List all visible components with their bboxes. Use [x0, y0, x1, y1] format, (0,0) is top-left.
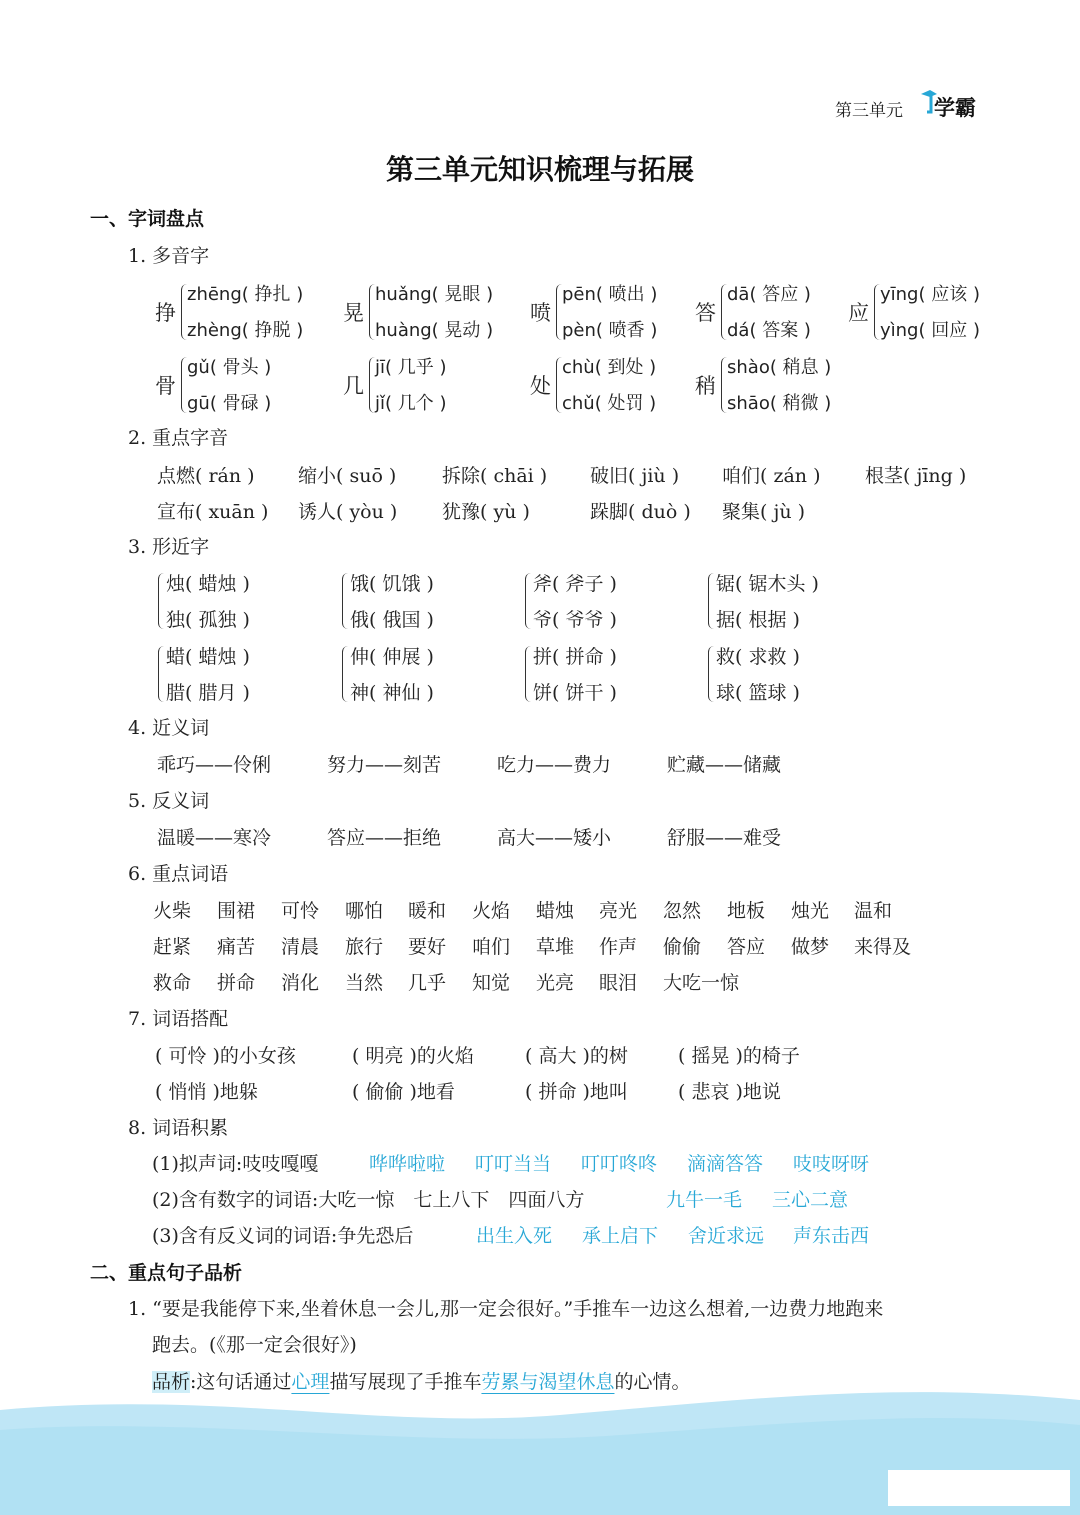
pronunciation-item: 犹豫( yù ) [442, 501, 530, 523]
key-word: 哪怕 [345, 900, 384, 922]
similar-char-b: 腊( 腊月 ) [166, 682, 250, 704]
sub-heading-pronunciation: 2. 重点字音 [128, 427, 229, 449]
polyphone-reading-b: pèn( 喷香 ) [562, 320, 658, 341]
sentence-line-1: 1. “要是我能停下来,坐着休息一会儿,那一定会很好。”手推车一边这么想着,一边费力地跑来 [128, 1298, 884, 1320]
unit-label: 第三单元 [835, 101, 903, 121]
key-word: 烛光 [791, 900, 830, 922]
similar-char-b: 神( 神仙 ) [350, 682, 434, 704]
brace-icon [708, 573, 715, 629]
key-word: 大吃一惊 [663, 972, 740, 994]
key-word: 温和 [854, 900, 893, 922]
brace-icon [158, 646, 165, 702]
accumulation-prefix: (3)含有反义词的词语:争先恐后 [152, 1225, 414, 1247]
synonym-pair: 努力——刻苦 [327, 754, 442, 776]
similar-char-a: 拼( 拼命 ) [533, 646, 617, 668]
similar-char-a: 饿( 饥饿 ) [350, 573, 434, 595]
brace-icon [708, 646, 715, 702]
polyphone-reading-b: chǔ( 处罚 ) [562, 393, 657, 414]
synonym-pair: 贮藏——储藏 [667, 754, 782, 776]
collocation-item: ( 可怜 )的小女孩 [155, 1045, 296, 1067]
corner-blank-box [888, 1470, 1070, 1506]
similar-char-b: 饼( 饼干 ) [533, 682, 617, 704]
brace-icon [342, 646, 349, 702]
key-word: 蜡烛 [536, 900, 575, 922]
sub-heading-accumulation: 8. 词语积累 [128, 1117, 229, 1139]
sub-heading-polyphone: 1. 多音字 [128, 245, 210, 267]
accumulation-answer: 叮叮当当 [475, 1153, 552, 1175]
key-word: 火柴 [153, 900, 192, 922]
antonym-pair: 答应——拒绝 [327, 827, 442, 849]
accumulation-answer: 九牛一毛 [666, 1189, 743, 1211]
logo-text: 学霸 [934, 96, 976, 120]
analysis-text-1: :这句话通过 [190, 1371, 292, 1393]
key-word: 草堆 [536, 936, 575, 958]
antonym-pair: 温暖——寒冷 [157, 827, 272, 849]
polyphone-reading-b: dá( 答案 ) [727, 320, 811, 341]
sub-heading-synonyms: 4. 近义词 [128, 717, 210, 739]
sub-heading-antonyms: 5. 反义词 [128, 790, 210, 812]
accumulation-prefix: (1)拟声词:吱吱嘎嘎 [152, 1153, 319, 1175]
polyphone-reading-a: pēn( 喷出 ) [562, 284, 658, 305]
pronunciation-item: 诱人( yòu ) [298, 501, 398, 523]
analysis-answer-1: 心理 [291, 1371, 330, 1393]
key-word: 光亮 [536, 972, 575, 994]
polyphone-reading-b: shāo( 稍微 ) [727, 393, 832, 414]
synonym-pair: 吃力——费力 [497, 754, 612, 776]
polyphone-char: 喷 [530, 301, 551, 325]
collocation-item: ( 悲哀 )地说 [678, 1081, 781, 1103]
pronunciation-item: 宣布( xuān ) [157, 501, 269, 523]
polyphone-char: 晃 [343, 301, 364, 325]
similar-char-a: 蜡( 蜡烛 ) [166, 646, 250, 668]
polyphone-reading-b: zhèng( 挣脱 ) [187, 320, 304, 341]
polyphone-reading-b: yìng( 回应 ) [880, 320, 980, 341]
key-word: 救命 [153, 972, 192, 994]
polyphone-char: 处 [530, 374, 551, 398]
key-word: 痛苦 [217, 936, 256, 958]
accumulation-answer: 声东击西 [793, 1225, 870, 1247]
pronunciation-item: 咱们( zán ) [722, 465, 821, 487]
accumulation-answer: 出生入死 [476, 1225, 553, 1247]
key-word: 赶紧 [153, 936, 192, 958]
key-word: 清晨 [281, 936, 320, 958]
similar-char-b: 爷( 爷爷 ) [533, 609, 617, 631]
polyphone-reading-b: jǐ( 几个 ) [375, 393, 447, 414]
polyphone-reading-a: yīng( 应该 ) [880, 284, 980, 305]
collocation-item: ( 摇晃 )的椅子 [678, 1045, 800, 1067]
polyphone-reading-b: gū( 骨碌 ) [187, 393, 272, 414]
key-word: 作声 [599, 936, 638, 958]
collocation-item: ( 明亮 )的火焰 [352, 1045, 474, 1067]
key-word: 当然 [345, 972, 384, 994]
polyphone-reading-a: gǔ( 骨头 ) [187, 357, 272, 378]
analysis-label: 品析 [152, 1371, 191, 1393]
sentence-line-2: 跑去。(《那一定会很好》) [152, 1334, 357, 1356]
key-word: 答应 [727, 936, 766, 958]
polyphone-char: 骨 [155, 374, 176, 398]
polyphone-reading-a: chù( 到处 ) [562, 357, 657, 378]
key-word: 可怜 [281, 900, 320, 922]
polyphone-reading-b: huàng( 晃动 ) [375, 320, 494, 341]
pronunciation-item: 破旧( jiù ) [590, 465, 680, 487]
page-title: 第三单元知识梳理与拓展 [385, 153, 694, 186]
collocation-item: ( 悄悄 )地躲 [155, 1081, 258, 1103]
analysis-text-3: 的心情。 [614, 1371, 691, 1393]
analysis-text-2: 描写展现了手推车 [329, 1371, 482, 1393]
accumulation-answer: 吱吱呀呀 [793, 1153, 870, 1175]
polyphone-reading-a: dā( 答应 ) [727, 284, 811, 305]
key-word: 知觉 [472, 972, 511, 994]
sub-heading-similar-chars: 3. 形近字 [128, 536, 210, 558]
analysis-answer-2: 劳累与渴望休息 [481, 1371, 615, 1393]
polyphone-char: 答 [695, 301, 716, 325]
similar-char-b: 球( 篮球 ) [716, 682, 800, 704]
polyphone-reading-a: huǎng( 晃眼 ) [375, 284, 494, 305]
accumulation-answer: 三心二意 [772, 1189, 849, 1211]
accumulation-prefix: (2)含有数字的词语:大吃一惊 七上八下 四面八方 [152, 1189, 585, 1211]
key-word: 来得及 [854, 936, 912, 958]
similar-char-a: 锯( 锯木头 ) [716, 573, 819, 595]
section-heading-2: 二、重点句子品析 [90, 1262, 243, 1284]
brace-icon [525, 573, 532, 629]
antonym-pair: 高大——矮小 [497, 827, 612, 849]
key-word: 咱们 [472, 936, 511, 958]
polyphone-reading-a: zhēng( 挣扎 ) [187, 284, 304, 305]
accumulation-answer: 叮叮咚咚 [581, 1153, 658, 1175]
key-word: 消化 [281, 972, 320, 994]
key-word: 围裙 [217, 900, 256, 922]
polyphone-char: 稍 [695, 374, 716, 398]
key-word: 忽然 [663, 900, 702, 922]
key-word: 几乎 [408, 972, 447, 994]
key-word: 暖和 [408, 900, 447, 922]
accumulation-answer: 承上启下 [582, 1225, 659, 1247]
collocation-item: ( 高大 )的树 [525, 1045, 628, 1067]
similar-char-a: 烛( 蜡烛 ) [166, 573, 250, 595]
sub-heading-key-words: 6. 重点词语 [128, 863, 229, 885]
similar-char-a: 伸( 伸展 ) [350, 646, 434, 668]
key-word: 要好 [408, 936, 447, 958]
section-heading-1: 一、字词盘点 [90, 208, 205, 230]
pronunciation-item: 聚集( jù ) [722, 501, 806, 523]
pronunciation-item: 拆除( chāi ) [442, 465, 548, 487]
similar-char-b: 据( 根据 ) [716, 609, 800, 631]
key-word: 偷偷 [663, 936, 702, 958]
polyphone-char: 应 [848, 301, 869, 325]
brace-icon [342, 573, 349, 629]
polyphone-reading-a: shào( 稍息 ) [727, 357, 832, 378]
sub-heading-collocations: 7. 词语搭配 [128, 1008, 229, 1030]
key-word: 做梦 [791, 936, 830, 958]
similar-char-b: 独( 孤独 ) [166, 609, 250, 631]
accumulation-answer: 舍近求远 [688, 1225, 765, 1247]
accumulation-answer: 哗哗啦啦 [369, 1153, 446, 1175]
synonym-pair: 乖巧——伶俐 [157, 754, 272, 776]
antonym-pair: 舒服——难受 [667, 827, 782, 849]
accumulation-answer: 滴滴答答 [687, 1153, 764, 1175]
key-word: 拼命 [217, 972, 256, 994]
key-word: 眼泪 [599, 972, 638, 994]
brace-icon [158, 573, 165, 629]
logo [920, 86, 980, 120]
polyphone-char: 几 [343, 374, 364, 398]
pronunciation-item: 跺脚( duò ) [590, 501, 691, 523]
key-word: 亮光 [599, 900, 638, 922]
similar-char-a: 救( 求救 ) [716, 646, 800, 668]
polyphone-reading-a: jī( 几乎 ) [375, 357, 447, 378]
collocation-item: ( 偷偷 )地看 [352, 1081, 455, 1103]
pronunciation-item: 根茎( jīng ) [865, 465, 967, 487]
polyphone-char: 挣 [155, 301, 176, 325]
collocation-item: ( 拼命 )地叫 [525, 1081, 628, 1103]
brace-icon [525, 646, 532, 702]
pronunciation-item: 缩小( suō ) [298, 465, 397, 487]
similar-char-b: 俄( 俄国 ) [350, 609, 434, 631]
pronunciation-item: 点燃( rán ) [157, 465, 255, 487]
key-word: 火焰 [472, 900, 511, 922]
similar-char-a: 斧( 斧子 ) [533, 573, 617, 595]
key-word: 旅行 [345, 936, 384, 958]
key-word: 地板 [727, 900, 766, 922]
